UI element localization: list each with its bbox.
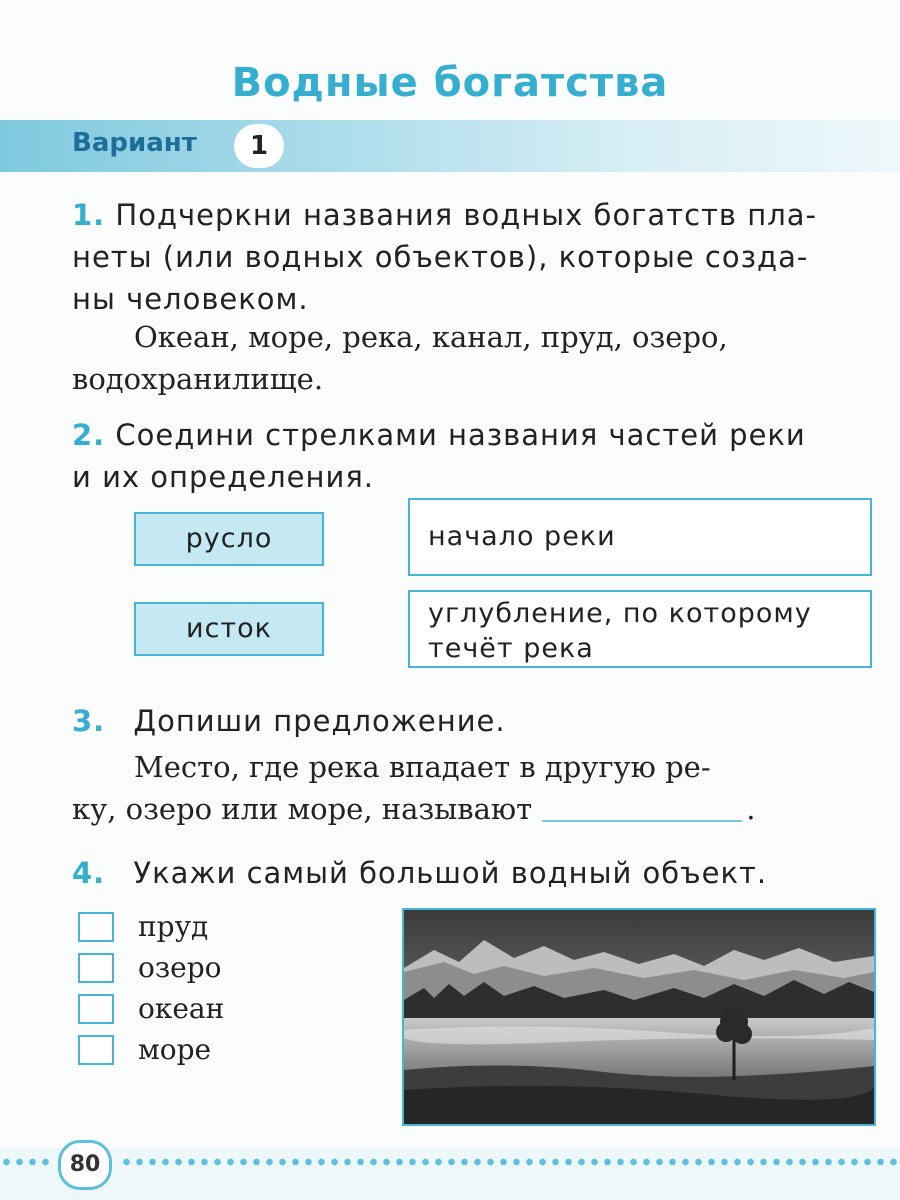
task4-instruction bbox=[72, 852, 872, 894]
task1-text-line-1[interactable]: Океан, море, река, канал, пруд, озеро, bbox=[134, 320, 728, 354]
task3-text-end: . bbox=[746, 792, 756, 826]
footer-dots-left bbox=[0, 1158, 54, 1166]
task1-line-3: ны человеком. bbox=[72, 282, 309, 316]
option-label-prud: пруд bbox=[138, 910, 209, 943]
page-title: Водные богатства bbox=[231, 60, 669, 106]
definition-2-line-2: течёт река bbox=[428, 633, 594, 664]
option-label-okean: океан bbox=[138, 992, 225, 1025]
task1-instruction bbox=[72, 194, 872, 320]
task2-line-1: Соедини стрелками названия частей реки bbox=[115, 418, 806, 452]
task3-instruction-text: Допиши предложение. bbox=[133, 704, 506, 738]
answer-blank[interactable] bbox=[542, 820, 742, 822]
task2-line-2: и их определения. bbox=[72, 460, 374, 494]
task2-instruction bbox=[72, 414, 872, 498]
task1-line-1: Подчеркни названия водных богатств пла- bbox=[115, 198, 817, 232]
footer-dots bbox=[120, 1158, 900, 1166]
task3-instruction bbox=[72, 700, 872, 742]
checkbox-ozero[interactable] bbox=[78, 953, 114, 983]
footer-band bbox=[0, 1148, 900, 1200]
task4-instruction-text: Укажи самый большой водный объект. bbox=[133, 856, 768, 890]
checkbox-prud[interactable] bbox=[78, 912, 114, 942]
task1-line-2: неты (или водных объектов), которые созда- bbox=[72, 240, 809, 274]
definition-2-line-1: углубление, по которому bbox=[428, 598, 812, 629]
lake-photo bbox=[402, 908, 876, 1126]
task3-text-line-2: ку, озеро или море, называют bbox=[72, 792, 533, 826]
task3-text-line-1: Место, где река впадает в другую ре- bbox=[134, 750, 711, 784]
task1-text bbox=[72, 316, 872, 400]
option-label-more: море bbox=[138, 1033, 212, 1066]
term-box-ruslo[interactable]: русло bbox=[134, 512, 324, 566]
definition-box-2[interactable] bbox=[408, 590, 872, 668]
task1-number: 1. bbox=[72, 198, 106, 232]
variant-label: Вариант bbox=[72, 128, 197, 158]
page-number: 80 bbox=[58, 1140, 112, 1190]
option-label-ozero: озеро bbox=[138, 951, 222, 984]
variant-number: 1 bbox=[234, 124, 284, 168]
task2-number: 2. bbox=[72, 418, 106, 452]
definition-1-text: начало реки bbox=[428, 521, 616, 552]
task3-number: 3. bbox=[72, 704, 106, 738]
checkbox-more[interactable] bbox=[78, 1035, 114, 1065]
task3-text bbox=[72, 746, 872, 830]
checkbox-okean[interactable] bbox=[78, 994, 114, 1024]
definition-box-1[interactable] bbox=[408, 498, 872, 576]
task3-text-line-2-row bbox=[72, 788, 872, 830]
task1-text-line-2[interactable]: водохранилище. bbox=[72, 362, 324, 396]
lake-landscape-image bbox=[404, 910, 874, 1124]
task4-number: 4. bbox=[72, 856, 106, 890]
term-box-istok[interactable]: исток bbox=[134, 602, 324, 656]
